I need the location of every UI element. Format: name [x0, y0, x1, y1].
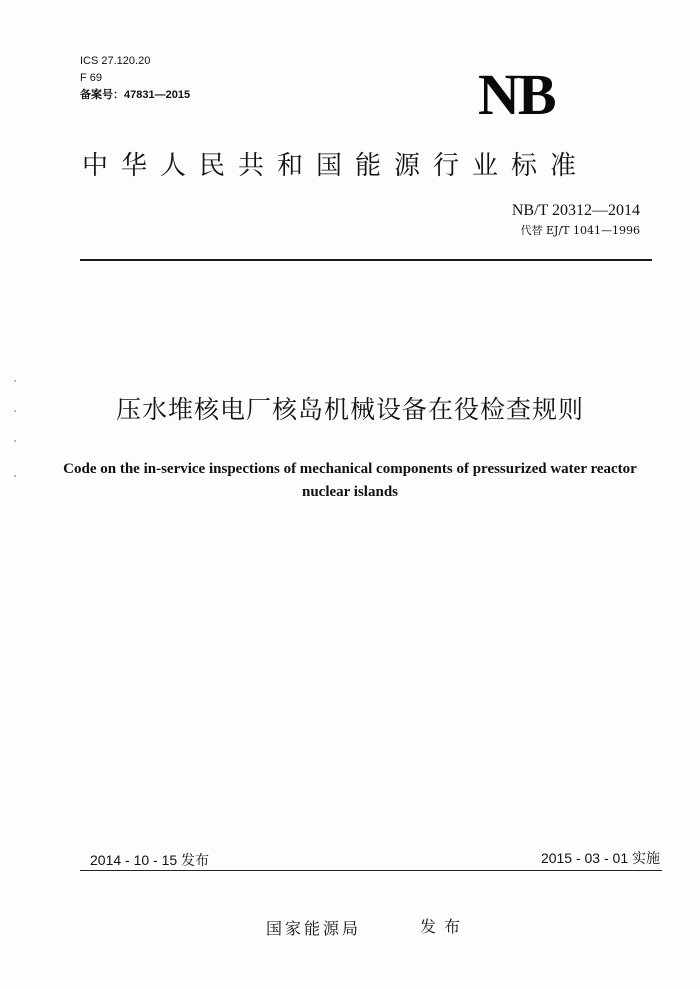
replaced-standard: 代替 EJ/T 1041—1996 — [520, 224, 640, 237]
ics-code: ICS 27.120.20 — [80, 55, 151, 67]
document-title-english: Code on the in-service inspections of mechanical components of pressurized water reactor nuclear islands — [63, 461, 637, 500]
nb-logo: NB — [478, 62, 555, 127]
scan-artifact — [14, 440, 16, 442]
standard-type-title: 中华人民共和国能源行业标准 — [82, 151, 590, 181]
ccs-code: F 69 — [80, 72, 103, 84]
header-divider — [80, 259, 652, 261]
filing-number: 备案号：47831—2015 — [80, 89, 191, 101]
issuing-authority: 国家能源局 — [266, 919, 362, 938]
issue-date: 2014 - 10 - 15 发布 — [90, 852, 210, 868]
date-divider — [80, 870, 662, 871]
implementation-date: 2015 - 03 - 01 实施 — [540, 850, 660, 866]
document-title-chinese: 压水堆核电厂核岛机械设备在役检查规则 — [115, 395, 584, 424]
scan-artifact — [14, 410, 16, 412]
publish-label: 发布 — [420, 917, 469, 936]
scan-artifact — [14, 380, 16, 382]
standard-number: NB/T 20312—2014 — [511, 202, 640, 219]
scan-artifact — [14, 475, 16, 477]
